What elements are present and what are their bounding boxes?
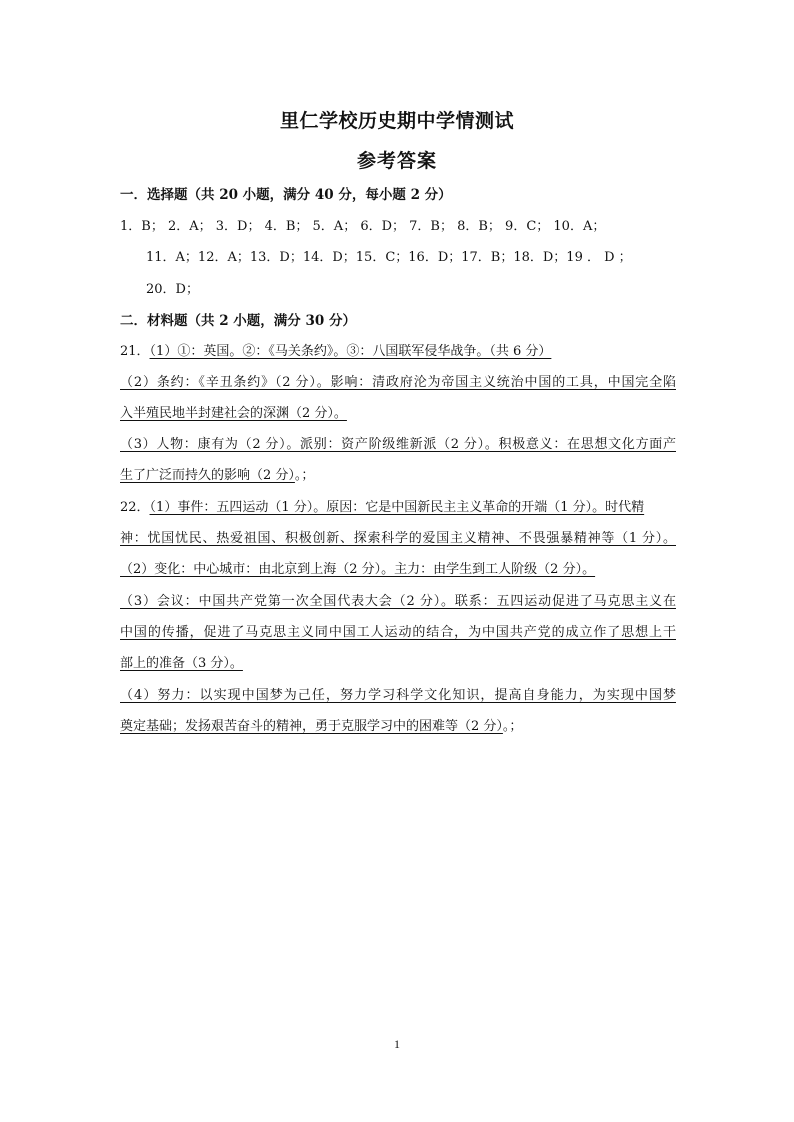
q22-part1-line1 (120, 498, 676, 518)
answer-row-3: 20．D； (146, 282, 199, 297)
answer-row-2: 11．A；12．A；13．D；14．D；15．C；16．D；17．B；18．D；19 ． D ； (146, 250, 632, 265)
q22-part2: （2）变化：中心城市：由北京到上海（2 分）。主力：由学生到工人阶级（2 分）。 (120, 562, 596, 577)
section1-heading: 一．选择题（共 20 小题，满分 40 分，每小题 2 分） (120, 187, 452, 203)
q22-part3-line3: 部上的准备（3 分）。 (120, 656, 243, 671)
q22-part4-line2 (120, 717, 676, 737)
q22-part4-line2-text: 奠定基础；发扬艰苦奋斗的精神，勇于克服学习中的困难等（2 分） (120, 719, 503, 734)
page-number: 1 (394, 1037, 400, 1051)
q21-number: 21． (120, 344, 150, 359)
q21-part1-text: （1）①：英国。②：《马关条约》。③：八国联军侵华战争。（共 6 分） (149, 344, 552, 359)
answer-row-1: 1．B； 2．A； 3．D； 4．B； 5．A； 6．D； 7．B； 8．B； 9．C； 10．A； (120, 219, 606, 234)
q22-part4-tail: 。； (502, 719, 523, 734)
document-title: 里仁学校历史期中学情测试 (279, 110, 514, 132)
q21-part3-line2-text: 生了广泛而持久的影响（2 分） (120, 468, 295, 483)
q21-part1 (120, 342, 676, 362)
section2-heading: 二．材料题（共 2 小题，满分 30 分） (120, 313, 356, 329)
q22-part1-line2: 神：忧国忧民、热爱祖国、积极创新、探索科学的爱国主义精神、不畏强暴精神等（1 分）。 (120, 531, 676, 546)
q22-part1-line1-text: （1）事件：五四运动（1 分）。原因：它是中国新民主主义革命的开端（1 分）。时代精 (149, 500, 645, 515)
q21-part3-tail: 。； (294, 468, 315, 483)
q22-part3-line2: 中国的传播，促进了马克思主义同中国工人运动的结合，为中国共产党的成立作了思想上干 (120, 625, 676, 640)
document-subtitle: 参考答案 (356, 150, 437, 172)
q21-part2-line1: （2）条约：《辛丑条约》（2 分）。影响：清政府沦为帝国主义统治中国的工具，中国完全陷 (120, 375, 676, 390)
q21-part3-line2 (120, 466, 676, 486)
q22-part4-line1: （4）努力：以实现中国梦为己任，努力学习科学文化知识，提高自身能力，为实现中国梦 (120, 688, 676, 703)
q21-part2-line2: 入半殖民地半封建社会的深渊（2 分）。 (120, 406, 347, 421)
q21-part3-line1: （3）人物：康有为（2 分）。派别：资产阶级维新派（2 分）。积极意义：在思想文化方面产 (120, 437, 676, 452)
q22-part3-line1: （3）会议：中国共产党第一次全国代表大会（2 分）。联系：五四运动促进了马克思主义在 (120, 594, 676, 609)
q22-number: 22． (120, 500, 150, 515)
